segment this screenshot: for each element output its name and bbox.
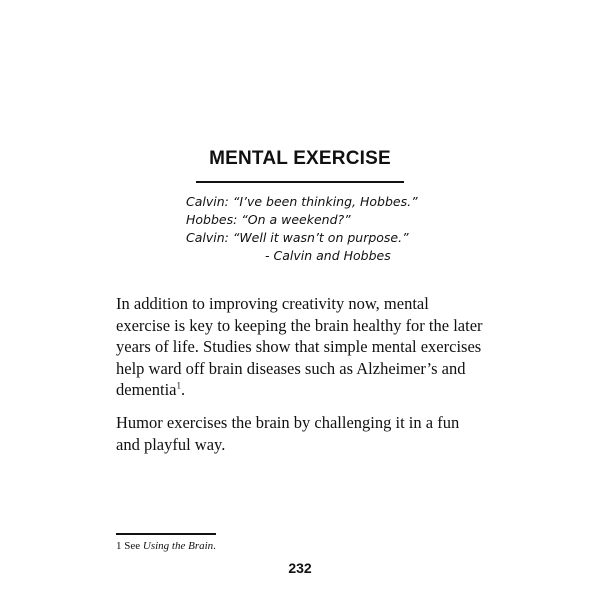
chapter-title: MENTAL EXERCISE — [209, 148, 391, 169]
paragraph-line: exercise is key to keeping the brain healthy for the later — [116, 315, 483, 335]
body-paragraph-1 — [116, 293, 496, 401]
paragraph-line-text: dementia — [116, 380, 177, 399]
footnote-divider — [116, 533, 216, 535]
epigraph-line: Hobbes: “On a weekend?” — [186, 212, 351, 227]
epigraph-line: Calvin: “I’ve been thinking, Hobbes.” — [186, 194, 418, 209]
footnote-book-title: Using the Brain — [142, 540, 214, 552]
paragraph-line: years of life. Studies show that simple mental exercises — [116, 337, 482, 356]
epigraph-line: Calvin: “Well it wasn’t on purpose.” — [186, 230, 409, 245]
footnote-prefix: 1 See — [116, 540, 143, 552]
body-paragraph-2 — [116, 412, 496, 455]
paragraph-line-end: . — [180, 380, 186, 399]
paragraph-line — [116, 379, 496, 401]
epigraph-attribution: - Calvin and Hobbes — [265, 248, 391, 263]
paragraph-line: In addition to improving creativity now, mental — [116, 294, 429, 313]
title-underline — [196, 181, 404, 183]
paragraph-line: help ward off brain diseases such as Alzheimer’s and — [116, 358, 466, 378]
epigraph — [186, 193, 418, 265]
footnote — [116, 540, 216, 552]
page-number: 232 — [288, 560, 312, 576]
footnote-suffix: . — [213, 540, 216, 552]
paragraph-line: Humor exercises the brain by challenging it in a fun — [116, 413, 460, 432]
footnote-reference: 1 — [176, 380, 181, 391]
paragraph-line: and playful way. — [116, 434, 226, 454]
